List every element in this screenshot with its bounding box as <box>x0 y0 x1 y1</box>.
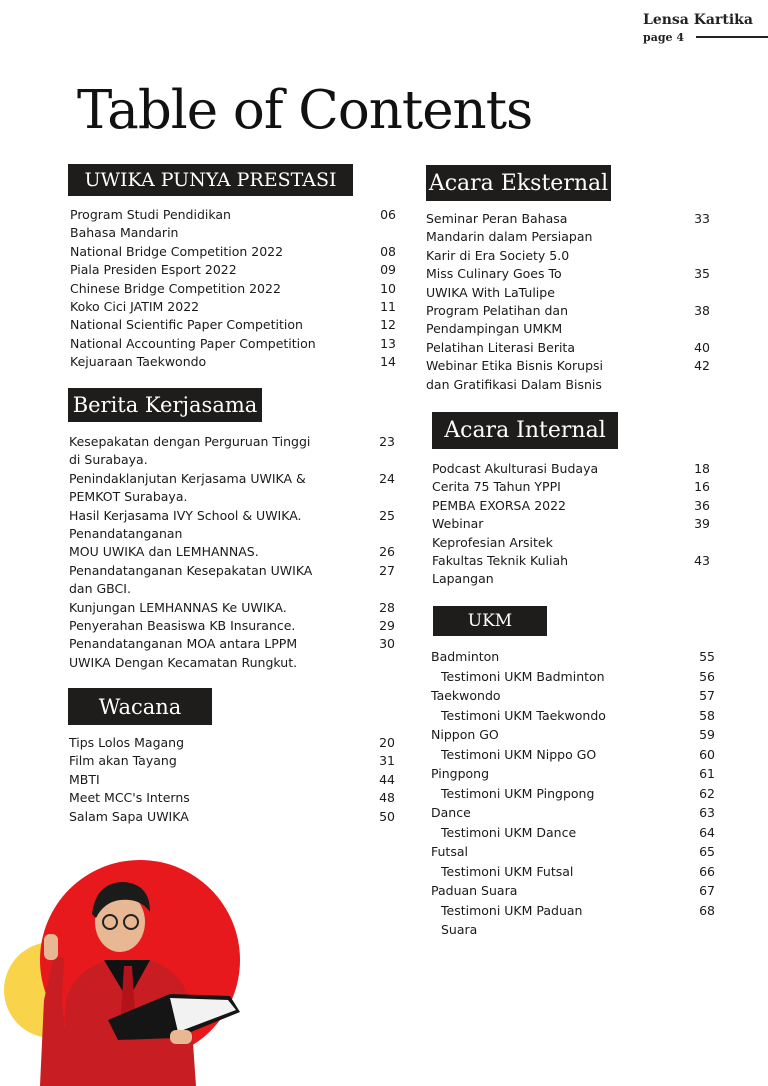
toc-entry-page: 11 <box>380 299 396 315</box>
toc-entry[interactable] <box>432 478 710 496</box>
toc-entry-page: 39 <box>694 516 710 532</box>
list-internal <box>432 460 710 589</box>
toc-entry[interactable] <box>70 243 396 261</box>
toc-entry-title: National Bridge Competition 2022 <box>70 243 284 259</box>
toc-entry-title: Pelatihan Literasi Berita <box>426 339 575 355</box>
header-rule <box>696 36 768 38</box>
toc-entry[interactable] <box>69 470 395 507</box>
toc-entry[interactable] <box>431 745 715 765</box>
toc-entry[interactable] <box>426 265 710 302</box>
toc-entry-title: Salam Sapa UWIKA <box>69 808 189 824</box>
toc-entry-page: 08 <box>380 243 396 259</box>
toc-entry[interactable] <box>70 353 396 371</box>
toc-entry-page: 62 <box>699 785 715 801</box>
toc-entry[interactable] <box>432 460 710 478</box>
toc-entry-page: 68 <box>699 902 715 918</box>
toc-entry[interactable] <box>431 706 715 726</box>
toc-entry-title: Penandatanganan Kesepakatan UWIKA dan GBCI. <box>69 562 313 597</box>
toc-entry-page: 28 <box>379 599 395 615</box>
page-title: Table of Contents <box>77 80 533 141</box>
toc-entry-title: Seminar Peran Bahasa Mandarin dalam Persiapan Karir di Era Society 5.0 <box>426 211 593 263</box>
toc-entry[interactable] <box>426 302 710 339</box>
toc-entry-page: 26 <box>379 544 395 560</box>
section-heading-internal: Acara Internal <box>432 412 618 449</box>
toc-entry-title: Testimoni UKM Pingpong <box>441 785 595 801</box>
toc-entry-title: Penandatanganan MOA antara LPPM UWIKA Dengan Kecamatan Rungkut. <box>69 636 298 670</box>
toc-entry-title: Kejuaraan Taekwondo <box>70 354 207 370</box>
toc-entry-title: National Scientific Paper Competition <box>70 317 303 333</box>
toc-entry-title: Penyerahan Beasiswa KB Insurance. <box>69 618 296 634</box>
toc-entry-page: 31 <box>379 753 395 769</box>
toc-entry-title: Meet MCC's Interns <box>69 790 190 806</box>
toc-entry[interactable] <box>431 842 715 862</box>
section-heading-eksternal: Acara Eksternal <box>426 165 611 201</box>
toc-entry-page: 16 <box>694 479 710 495</box>
toc-entry[interactable] <box>431 784 715 804</box>
toc-entry-page: 65 <box>699 844 715 859</box>
toc-entry-page: 23 <box>379 434 395 449</box>
toc-entry[interactable] <box>426 357 710 394</box>
toc-entry[interactable] <box>432 497 710 515</box>
toc-entry-page: 29 <box>379 618 395 634</box>
toc-entry-page: 09 <box>380 262 396 278</box>
toc-entry[interactable] <box>431 764 715 784</box>
toc-entry-title: Testimoni UKM Futsal <box>441 863 574 879</box>
toc-entry-title: Hasil Kerjasama IVY School & UWIKA. Penandatanganan <box>69 507 302 542</box>
toc-entry[interactable] <box>69 752 395 770</box>
toc-entry[interactable] <box>70 206 396 243</box>
toc-entry-page: 35 <box>694 266 710 282</box>
toc-entry-title: Cerita 75 Tahun YPPI <box>432 479 561 495</box>
toc-entry-title: Kesepakatan dengan Perguruan Tinggi di Surabaya. <box>69 434 311 468</box>
toc-entry-page: 64 <box>699 824 715 840</box>
toc-entry-page: 66 <box>699 863 715 879</box>
toc-entry-page: 33 <box>694 211 710 226</box>
section-heading-wacana: Wacana <box>68 688 212 725</box>
section-heading-ukm: UKM <box>433 606 547 636</box>
toc-entry[interactable] <box>431 862 715 882</box>
toc-entry[interactable] <box>426 210 710 265</box>
toc-entry-title: Testimoni UKM Nippo GO <box>441 746 597 762</box>
toc-entry[interactable] <box>426 339 710 357</box>
toc-entry[interactable] <box>431 667 715 687</box>
toc-entry-title: Webinar Etika Bisnis Korupsi dan Gratifikasi Dalam Bisnis <box>426 358 603 392</box>
toc-entry-page: 10 <box>380 280 396 296</box>
toc-entry-title: Tips Lolos Magang <box>69 735 185 750</box>
toc-entry[interactable] <box>69 617 395 635</box>
toc-entry[interactable] <box>431 725 715 745</box>
toc-entry-title: Fakultas Teknik Kuliah Lapangan <box>432 553 569 587</box>
toc-entry-page: 61 <box>699 766 715 781</box>
toc-entry-title: Podcast Akulturasi Budaya <box>432 461 599 476</box>
toc-entry-page: 56 <box>699 668 715 684</box>
toc-entry-title: MBTI <box>69 771 100 787</box>
toc-entry-title: PEMBA EXORSA 2022 <box>432 497 567 513</box>
toc-entry-title: Testimoni UKM Taekwondo <box>441 707 606 723</box>
page-number: page 4 <box>643 31 684 44</box>
toc-entry-page: 12 <box>380 317 396 333</box>
toc-entry[interactable] <box>69 433 395 470</box>
toc-entry-page: 67 <box>699 883 715 898</box>
toc-entry-page: 24 <box>379 470 395 486</box>
toc-entry[interactable] <box>70 261 396 279</box>
toc-entry-page: 63 <box>699 805 715 820</box>
toc-entry[interactable] <box>431 881 715 901</box>
toc-entry-title: Futsal <box>431 844 468 859</box>
toc-entry[interactable] <box>69 808 395 826</box>
toc-entry[interactable] <box>70 335 396 353</box>
toc-entry-title: Koko Cici JATIM 2022 <box>70 299 200 315</box>
toc-entry[interactable] <box>432 552 710 589</box>
toc-entry-title: Paduan Suara <box>431 883 518 898</box>
toc-entry-page: 60 <box>699 746 715 762</box>
section-heading-kerjasama: Berita Kerjasama <box>68 388 262 422</box>
toc-entry[interactable] <box>69 599 395 617</box>
toc-entry-page: 55 <box>699 649 715 664</box>
toc-entry-title: Badminton <box>431 649 500 664</box>
toc-entry[interactable] <box>69 789 395 807</box>
toc-entry-page: 20 <box>379 735 395 750</box>
toc-entry-title: Piala Presiden Esport 2022 <box>70 262 237 278</box>
toc-entry[interactable] <box>70 280 396 298</box>
toc-entry-title: MOU UWIKA dan LEMHANNAS. <box>69 544 259 560</box>
toc-entry-title: Program Studi Pendidikan Bahasa Mandarin <box>70 207 231 241</box>
toc-entry[interactable] <box>69 771 395 789</box>
toc-entry-page: 44 <box>379 771 395 787</box>
toc-entry-title: Chinese Bridge Competition 2022 <box>70 280 281 296</box>
toc-entry[interactable] <box>69 734 395 752</box>
toc-entry-title: Taekwondo <box>431 688 501 703</box>
toc-entry[interactable] <box>69 635 395 672</box>
toc-entry[interactable] <box>431 686 715 706</box>
toc-entry-title: Webinar Keprofesian Arsitek <box>432 516 553 550</box>
list-wacana <box>69 734 395 826</box>
toc-entry-title: Testimoni UKM Dance <box>441 824 577 840</box>
toc-entry[interactable] <box>70 298 396 316</box>
toc-entry-page: 38 <box>694 303 710 319</box>
toc-entry[interactable] <box>69 543 395 561</box>
toc-entry-title: Miss Culinary Goes To UWIKA With LaTulipe <box>426 266 562 300</box>
toc-entry-title: Pingpong <box>431 766 490 781</box>
toc-entry-page: 25 <box>379 507 395 523</box>
raised-hand <box>44 934 58 960</box>
toc-entry-page: 43 <box>694 553 710 569</box>
toc-entry[interactable] <box>431 647 715 667</box>
toc-entry[interactable] <box>69 507 395 544</box>
toc-entry-page: 57 <box>699 688 715 703</box>
toc-entry-title: Penindaklanjutan Kerjasama UWIKA & PEMKOT Surabaya. <box>69 470 306 505</box>
toc-entry[interactable] <box>431 803 715 823</box>
toc-entry-page: 27 <box>379 562 395 578</box>
list-ukm <box>431 647 715 940</box>
list-prestasi <box>70 206 396 372</box>
holding-hand <box>170 1030 192 1044</box>
toc-entry-page: 59 <box>699 727 715 742</box>
toc-entry-title: Program Pelatihan dan Pendampingan UMKM <box>426 303 568 337</box>
toc-entry-page: 13 <box>380 335 396 351</box>
toc-entry-page: 14 <box>380 354 396 370</box>
toc-entry-page: 06 <box>380 207 396 222</box>
toc-entry-title: Testimoni UKM Badminton <box>441 668 605 684</box>
section-heading-prestasi: UWIKA PUNYA PRESTASI <box>68 164 353 196</box>
toc-entry[interactable] <box>431 901 715 940</box>
toc-entry-title: Dance <box>431 805 471 820</box>
list-kerjasama <box>69 433 395 672</box>
toc-entry-title: National Accounting Paper Competition <box>70 335 316 351</box>
toc-entry-title: Nippon GO <box>431 727 499 742</box>
toc-entry[interactable] <box>69 562 395 599</box>
toc-entry-page: 30 <box>379 636 395 652</box>
list-eksternal <box>426 210 710 394</box>
toc-entry-title: Testimoni UKM Paduan Suara <box>441 902 583 937</box>
toc-entry-page: 36 <box>694 497 710 513</box>
toc-entry-page: 18 <box>694 461 710 476</box>
student-photo-illustration <box>0 860 260 1086</box>
toc-entry-page: 50 <box>379 808 395 824</box>
toc-entry[interactable] <box>70 316 396 334</box>
toc-entry-title: Film akan Tayang <box>69 753 177 769</box>
magazine-name: Lensa Kartika <box>643 12 753 28</box>
toc-entry-page: 48 <box>379 790 395 806</box>
toc-entry[interactable] <box>432 515 710 552</box>
toc-entry[interactable] <box>431 823 715 843</box>
toc-entry-title: Kunjungan LEMHANNAS Ke UWIKA. <box>69 599 287 615</box>
toc-entry-page: 58 <box>699 707 715 723</box>
toc-entry-page: 40 <box>694 339 710 355</box>
toc-entry-page: 42 <box>694 358 710 374</box>
